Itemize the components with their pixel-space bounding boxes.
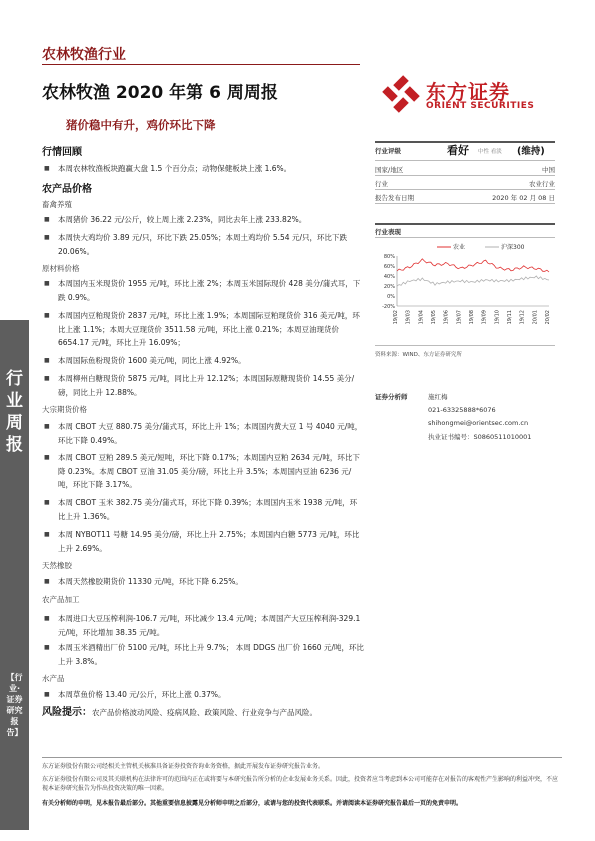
footer-line-1: 东方证券股份有限公司经相关主管机关核准具备证券投资咨询业务资格，据此开展发布证券研究报告业务。 <box>42 763 325 770</box>
meta-value: 2020 年 02 月 08 日 <box>492 194 555 202</box>
x-tick-label: 19/03 <box>405 310 412 325</box>
y-tick-label: 60% <box>383 264 395 270</box>
y-tick-label: 20% <box>383 284 395 290</box>
footer-line-2: 东方证券股份有限公司及其关联机构在法律许可的范围内正在或将要与本研究报告所分析的企业发展业务关系。因此，投资者应当考虑到本公司可能存在对报告的客观性产生影响的利益冲突，不应视本证券研究报告为作出投资决策的唯一因素。 <box>42 776 559 792</box>
list-item: ■ 本周进口大豆压榨利润-106.7 元/吨，环比减少 13.4 元/吨；本周国产大豆压榨利润-329.1 元/吨，环比增加 38.35 元/吨。 <box>44 612 364 639</box>
analyst-phone: 021-63325888*6076 <box>428 406 496 414</box>
list-item: ■ 本周国内豆粕现货价 2837 元/吨，环比上涨 1.9%；本周国际豆粕现货价 316 美元/吨，环比上涨 1.1%；本周大豆现货价 3511.58 元/吨，环比上涨 0.21%；本周豆油现货价 6654.17 元/吨，环比上升 16.09%； <box>44 309 364 350</box>
y-tick-label: -20% <box>382 304 395 310</box>
list-item: ■ 本周国内玉米现货价 1955 元/吨，环比上涨 2%；本周玉米国际现价 428 美分/蒲式耳，下跌 0.9%。 <box>44 277 364 304</box>
divider <box>375 175 555 176</box>
x-tick-label: 19/07 <box>456 310 463 325</box>
list-item: ■ 本周柳州白糖现货价 5875 元/吨，同比上升 12.12%；本周国际原糖现货价 14.55 美分/磅，同比上升 12.88%。 <box>44 372 364 399</box>
footer-line-3: 有关分析师的申明，见本报告最后部分。其他重要信息披露见分析师申明之后部分，或请与您的投资代表联系。并请阅读本证券研究报告最后一页的免责申明。 <box>42 800 463 807</box>
divider <box>375 160 555 161</box>
list-item: ■ 本周草鱼价格 13.40 元/公斤，环比上涨 0.37%。 <box>44 688 364 702</box>
sector-heading: 农林牧渔行业 <box>42 47 126 63</box>
x-tick-label: 19/06 <box>443 310 450 325</box>
livestock-heading: 畜禽养殖 <box>42 200 72 209</box>
divider <box>375 189 555 190</box>
x-tick-label: 20/01 <box>532 310 539 325</box>
x-tick-label: 19/10 <box>494 310 501 325</box>
report-subtitle: 猪价稳中有升，鸡价环比下降 <box>66 118 216 132</box>
list-item: ■ 本周 NYBOT11 号糖 14.95 美分/磅，环比上升 2.75%；本周国内白糖 5773 元/吨，环比上升 2.69%。 <box>44 528 364 555</box>
divider <box>375 237 555 238</box>
list-item: ■ 本周农林牧渔板块跑赢大盘 1.5 个百分点；动物保健板块上涨 1.6%。 <box>44 162 364 176</box>
meta-value: 农业行业 <box>529 180 555 188</box>
list-item: ■ 本周玉米酒精出厂价 5100 元/吨，环比上升 9.7%； 本周 DDGS 出厂价 1660 元/吨，环比上升 3.8%。 <box>44 641 364 668</box>
x-tick-label: 19/09 <box>481 310 488 325</box>
y-tick-label: 80% <box>383 254 395 260</box>
analyst-label: 证券分析师 <box>375 393 408 401</box>
header-rule <box>42 64 360 65</box>
x-tick-label: 20/02 <box>545 310 551 325</box>
x-tick-label: 19/12 <box>519 310 526 325</box>
x-tick-label: 19/08 <box>469 310 475 325</box>
x-tick-label: 19/11 <box>507 310 513 325</box>
legend-label: 农业 <box>453 244 466 251</box>
analyst-email[interactable]: shihongmei@orientsec.com.cn <box>428 419 529 427</box>
series-line-hs300 <box>397 276 549 286</box>
brand-name-en: ORIENT SECURITIES <box>426 101 535 111</box>
x-tick-label: 19/02 <box>393 310 399 325</box>
rating-options: 中性 看淡 <box>478 149 502 155</box>
processing-heading: 农产品加工 <box>42 595 80 604</box>
list-item: ■ 本周猪价 36.22 元/公斤，较上周上涨 2.23%，同比去年上涨 233.82%。 <box>44 213 364 227</box>
list-item: ■ 本周 CBOT 玉米 382.75 美分/蒲式耳，环比下降 0.39%；本周国内玉米 1938 元/吨，环比上升 1.36%。 <box>44 496 364 523</box>
list-item: ■ 本周 CBOT 大豆 880.75 美分/蒲式耳，环比上升 1%；本周国内黄大豆 1 号 4040 元/吨，环比下降 0.49%。 <box>44 420 364 447</box>
x-tick-label: 19/04 <box>418 310 425 325</box>
analyst-name: 施红梅 <box>428 393 448 401</box>
y-tick-label: 0% <box>387 294 395 300</box>
market-review-heading: 行情回顾 <box>42 147 82 158</box>
rating-label: 行业评级 <box>375 147 401 155</box>
risk-text: 农产品价格波动风险、疫病风险、政策风险、行业竞争与产品风险。 <box>92 708 317 717</box>
series-line-agriculture <box>397 259 549 272</box>
footer-rule <box>42 757 562 758</box>
list-item: ■ 本周快大鸡均价 3.89 元/只，环比下跌 25.05%；本周土鸡均价 5.54 元/只，环比下跌 20.06%。 <box>44 231 364 258</box>
brand-name-cn: 东方证券 <box>426 80 510 104</box>
analyst-cert: 执业证书编号：S0860511010001 <box>428 433 532 441</box>
rubber-heading: 天然橡胶 <box>42 561 72 570</box>
rating-value: 看好 <box>447 144 469 157</box>
raw-material-heading: 原材料价格 <box>42 264 80 273</box>
risk-notice <box>42 706 372 719</box>
prices-heading: 农产品价格 <box>42 184 92 195</box>
divider <box>375 203 555 204</box>
list-item: ■ 本周天然橡胶期货价 11330 元/吨，环比下降 6.25%。 <box>44 575 364 589</box>
side-label: 行业周报 <box>6 369 23 455</box>
legend-label: 沪深300 <box>501 244 525 251</box>
side-footer: 【行业·证券研究报告】 <box>6 673 23 737</box>
divider <box>375 345 555 346</box>
rating-status: (维持) <box>517 146 545 157</box>
performance-chart <box>375 240 555 340</box>
brand-mark-icon <box>382 75 420 113</box>
meta-key: 报告发布日期 <box>375 194 414 202</box>
meta-key: 国家/地区 <box>375 166 404 174</box>
list-item: ■ 本周国际鱼粉现货价 1600 美元/吨，同比上涨 4.92%。 <box>44 354 364 368</box>
perf-title: 行业表现 <box>375 228 401 236</box>
aquatic-heading: 水产品 <box>42 674 65 683</box>
y-tick-label: 40% <box>383 274 395 280</box>
report-title: 农林牧渔 2020 年第 6 周周报 <box>42 83 278 103</box>
chart-source: 资料来源：WIND、东方证券研究所 <box>375 352 462 358</box>
brand-logo <box>382 74 562 114</box>
meta-value: 中国 <box>542 166 555 174</box>
perf-rule <box>375 223 555 225</box>
meta-key: 行业 <box>375 180 388 188</box>
risk-label: 风险提示： <box>42 707 92 718</box>
x-tick-label: 19/05 <box>431 310 437 325</box>
list-item: ■ 本周 CBOT 豆粕 289.5 美元/短吨，环比下降 0.17%；本周国内豆粕 2634 元/吨，环比下降 0.23%。本周 CBOT 豆油 31.05 美分/磅，环比上升 3.5%；本周国内豆油 6236 元/吨，环比下降 3.17%。 <box>44 451 364 492</box>
futures-heading: 大宗期货价格 <box>42 405 87 414</box>
